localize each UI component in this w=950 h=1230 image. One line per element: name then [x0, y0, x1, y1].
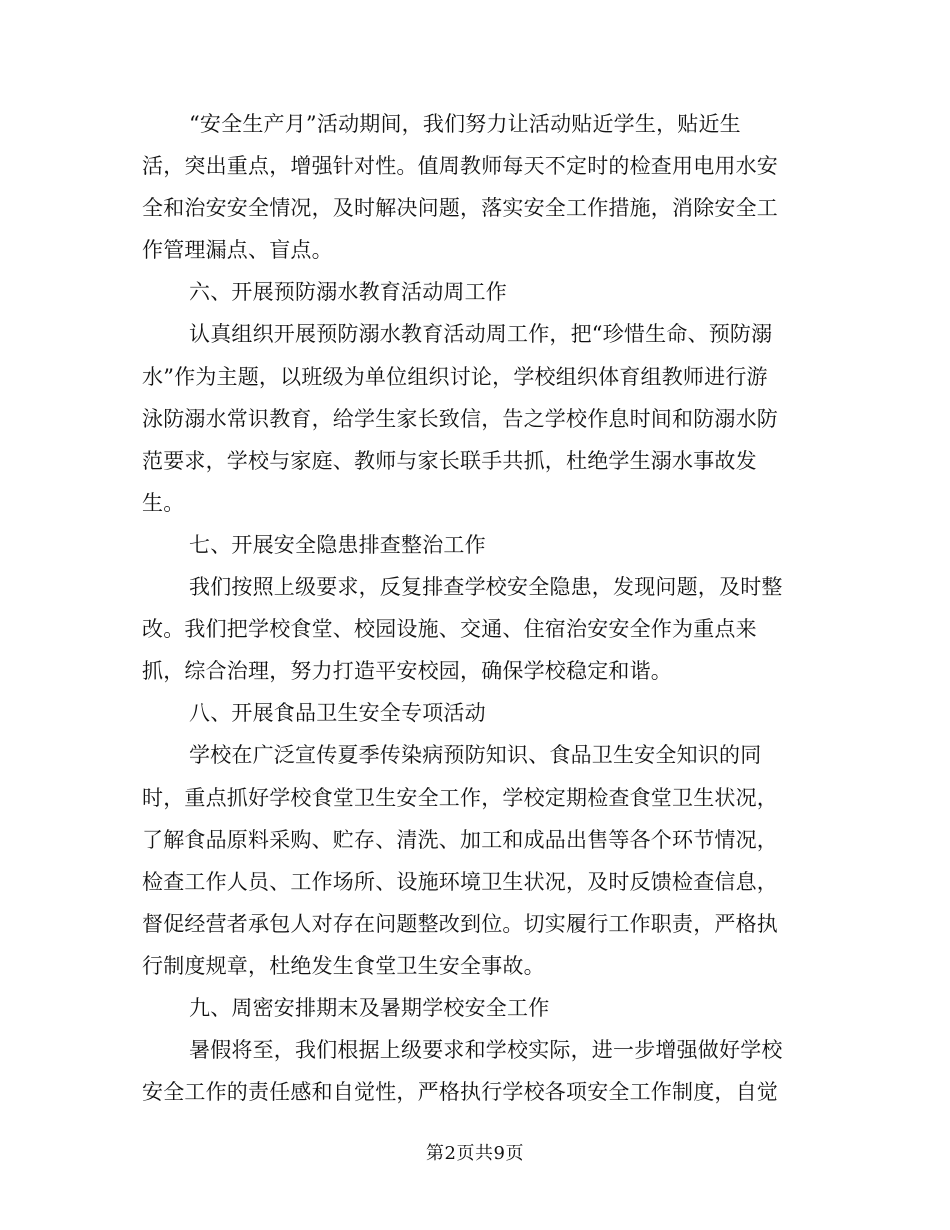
section-heading-8: 八、开展食品卫生安全专项活动 — [189, 701, 486, 726]
body-line: 生。 — [142, 490, 185, 515]
body-line: 暑假将至，我们根据上级要求和学校实际，进一步增强做好学校 — [189, 1038, 783, 1063]
body-line: 作管理漏点、盲点。 — [142, 238, 333, 263]
body-line: “安全生产月”活动期间，我们努力让活动贴近学生，贴近生 — [189, 112, 741, 136]
body-line: 安全工作的责任感和自觉性，严格执行学校各项安全工作制度，自觉 — [142, 1080, 778, 1105]
body-line: 了解食品原料采购、贮存、清洗、加工和成品出售等各个环节情况， — [142, 827, 778, 852]
body-line: 全和治安安全情况，及时解决问题，落实安全工作措施，消除安全工 — [142, 196, 778, 221]
body-line: 时，重点抓好学校食堂卫生安全工作，学校定期检查食堂卫生状况， — [142, 785, 778, 810]
body-line: 我们按照上级要求，反复排查学校安全隐患，发现问题，及时整 — [189, 575, 783, 600]
section-heading-9: 九、周密安排期末及暑期学校安全工作 — [189, 995, 550, 1020]
body-line: 水”作为主题，以班级为单位组织讨论，学校组织体育组教师进行游 — [142, 364, 768, 389]
body-line: 认真组织开展预防溺水教育活动周工作，把“珍惜生命、预防溺 — [189, 322, 773, 347]
page-number: 第2页共9页 — [426, 1143, 524, 1164]
body-line: 督促经营者承包人对存在问题整改到位。切实履行工作职责，严格执 — [142, 911, 778, 936]
body-line: 检查工作人员、工作场所、设施环境卫生状况，及时反馈检查信息， — [142, 869, 778, 894]
body-line: 行制度规章，杜绝发生食堂卫生安全事故。 — [142, 953, 545, 978]
body-line: 范要求，学校与家庭、教师与家长联手共抓，杜绝学生溺水事故发 — [142, 448, 757, 473]
section-heading-7: 七、开展安全隐患排查整治工作 — [189, 532, 486, 557]
document-body — [142, 103, 802, 1113]
body-line: 活，突出重点，增强针对性。值周教师每天不定时的检查用电用水安 — [142, 154, 778, 179]
body-line: 学校在广泛宣传夏季传染病预防知识、食品卫生安全知识的同 — [189, 743, 762, 768]
body-line: 改。我们把学校食堂、校园设施、交通、住宿治安安全作为重点来 — [142, 617, 757, 642]
body-line: 抓，综合治理，努力打造平安校园，确保学校稳定和谐。 — [142, 659, 672, 684]
body-line: 泳防溺水常识教育，给学生家长致信，告之学校作息时间和防溺水防 — [142, 406, 778, 431]
section-heading-6: 六、开展预防溺水教育活动周工作 — [189, 280, 507, 305]
